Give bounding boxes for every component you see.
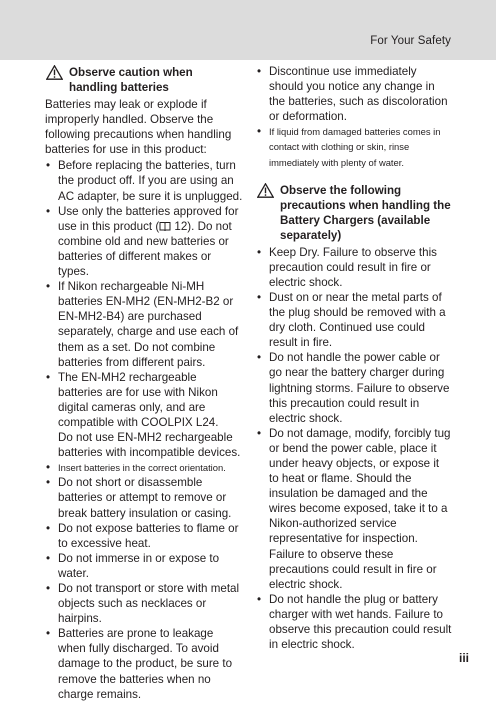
list-item: • Do not immerse in or expose to water.: [45, 551, 243, 581]
list-item: • Dust on or near the metal parts of the plug should be removed with a dry cloth. Continued use could result in fire.: [256, 290, 452, 350]
charger-precautions-list: [256, 245, 452, 653]
bullet-text: 12). Do not combine old and new batteries or batteries of different makes or types.: [58, 219, 232, 279]
battery-precautions-list: [45, 158, 243, 701]
list-item: • Keep Dry. Failure to observe this precaution could result in fire or electric shock.: [256, 245, 452, 290]
heading-line-2: handling batteries: [69, 81, 169, 94]
header-band: [0, 0, 496, 60]
warning-triangle-icon: [46, 65, 63, 80]
header-title: For Your Safety: [370, 35, 451, 47]
list-item: • Do not transport or store with metal objects such as necklaces or hairpins.: [45, 581, 243, 626]
list-item: • Do not handle the power cable or go near the battery charger during lightning storms. Failure to observe this precaution could result in electric shock.: [256, 350, 452, 425]
list-item: • Insert batteries in the correct orientation.: [45, 460, 243, 475]
heading-line-1: Observe caution when: [69, 66, 193, 79]
list-item: • If liquid from damaged batteries comes in contact with clothing or skin, rinse immediately with plenty of water.: [256, 124, 452, 169]
list-item: • Before replacing the batteries, turn the product off. If you are using an AC adapter, be sure it is unplugged.: [45, 158, 243, 203]
list-item: • Do not handle the plug or battery charger with wet hands. Failure to observe this precaution could result in electric shock.: [256, 592, 452, 652]
bullet-text-continued: Do not use EN-MH2 rechargeable batteries with incompatible devices.: [58, 431, 241, 460]
list-item: [45, 370, 243, 461]
battery-precautions-list-continued: [256, 64, 452, 170]
list-item: • If Nikon rechargeable Ni-MH batteries EN-MH2 (EN-MH2-B2 or EN-MH2-B4) are purchased separately, charge and use each of them as a set. Do not combine batteries from different pairs.: [45, 279, 243, 370]
list-item: • Discontinue use immediately should you notice any change in the batteries, such as discoloration or deformation.: [256, 64, 452, 124]
list-item: • Do not short or disassemble batteries or attempt to remove or break battery insulation or casing.: [45, 475, 243, 520]
list-item: • Do not damage, modify, forcibly tug or bend the power cable, place it under heavy objects, or expose it to heat or flame. Should the insulation be damaged and the wires become exposed, take it to a Nikon-authorized service representative for inspection. Failure to observe these precautions could result in fire or electric shock.: [256, 426, 452, 592]
bullet-text: Use only the batteries approved for use in this product (: [58, 204, 239, 233]
book-reference-icon: [159, 221, 171, 231]
list-item: • Batteries are prone to leakage when fully discharged. To avoid damage to the product, be sure to remove the batteries when no charge remains.: [45, 626, 243, 701]
list-item: [45, 204, 243, 279]
page-number: iii: [458, 651, 469, 665]
left-column: [45, 63, 243, 702]
bullet-text: The EN-MH2 rechargeable batteries are for use with Nikon digital cameras only, and are compatible with COOLPIX L24.: [58, 370, 219, 429]
warning-triangle-icon: [257, 183, 274, 198]
intro-paragraph: Batteries may leak or explode if improperly handled. Observe the following precautions when handling batteries for use in this product:: [45, 98, 232, 157]
list-item: • Do not expose batteries to flame or to excessive heat.: [45, 521, 243, 551]
heading-text: Observe the following precautions when handling the Battery Chargers (available separately): [280, 183, 451, 242]
section-heading-batteries: [45, 65, 243, 95]
section-heading-chargers: [256, 183, 452, 243]
right-column: [256, 63, 452, 652]
